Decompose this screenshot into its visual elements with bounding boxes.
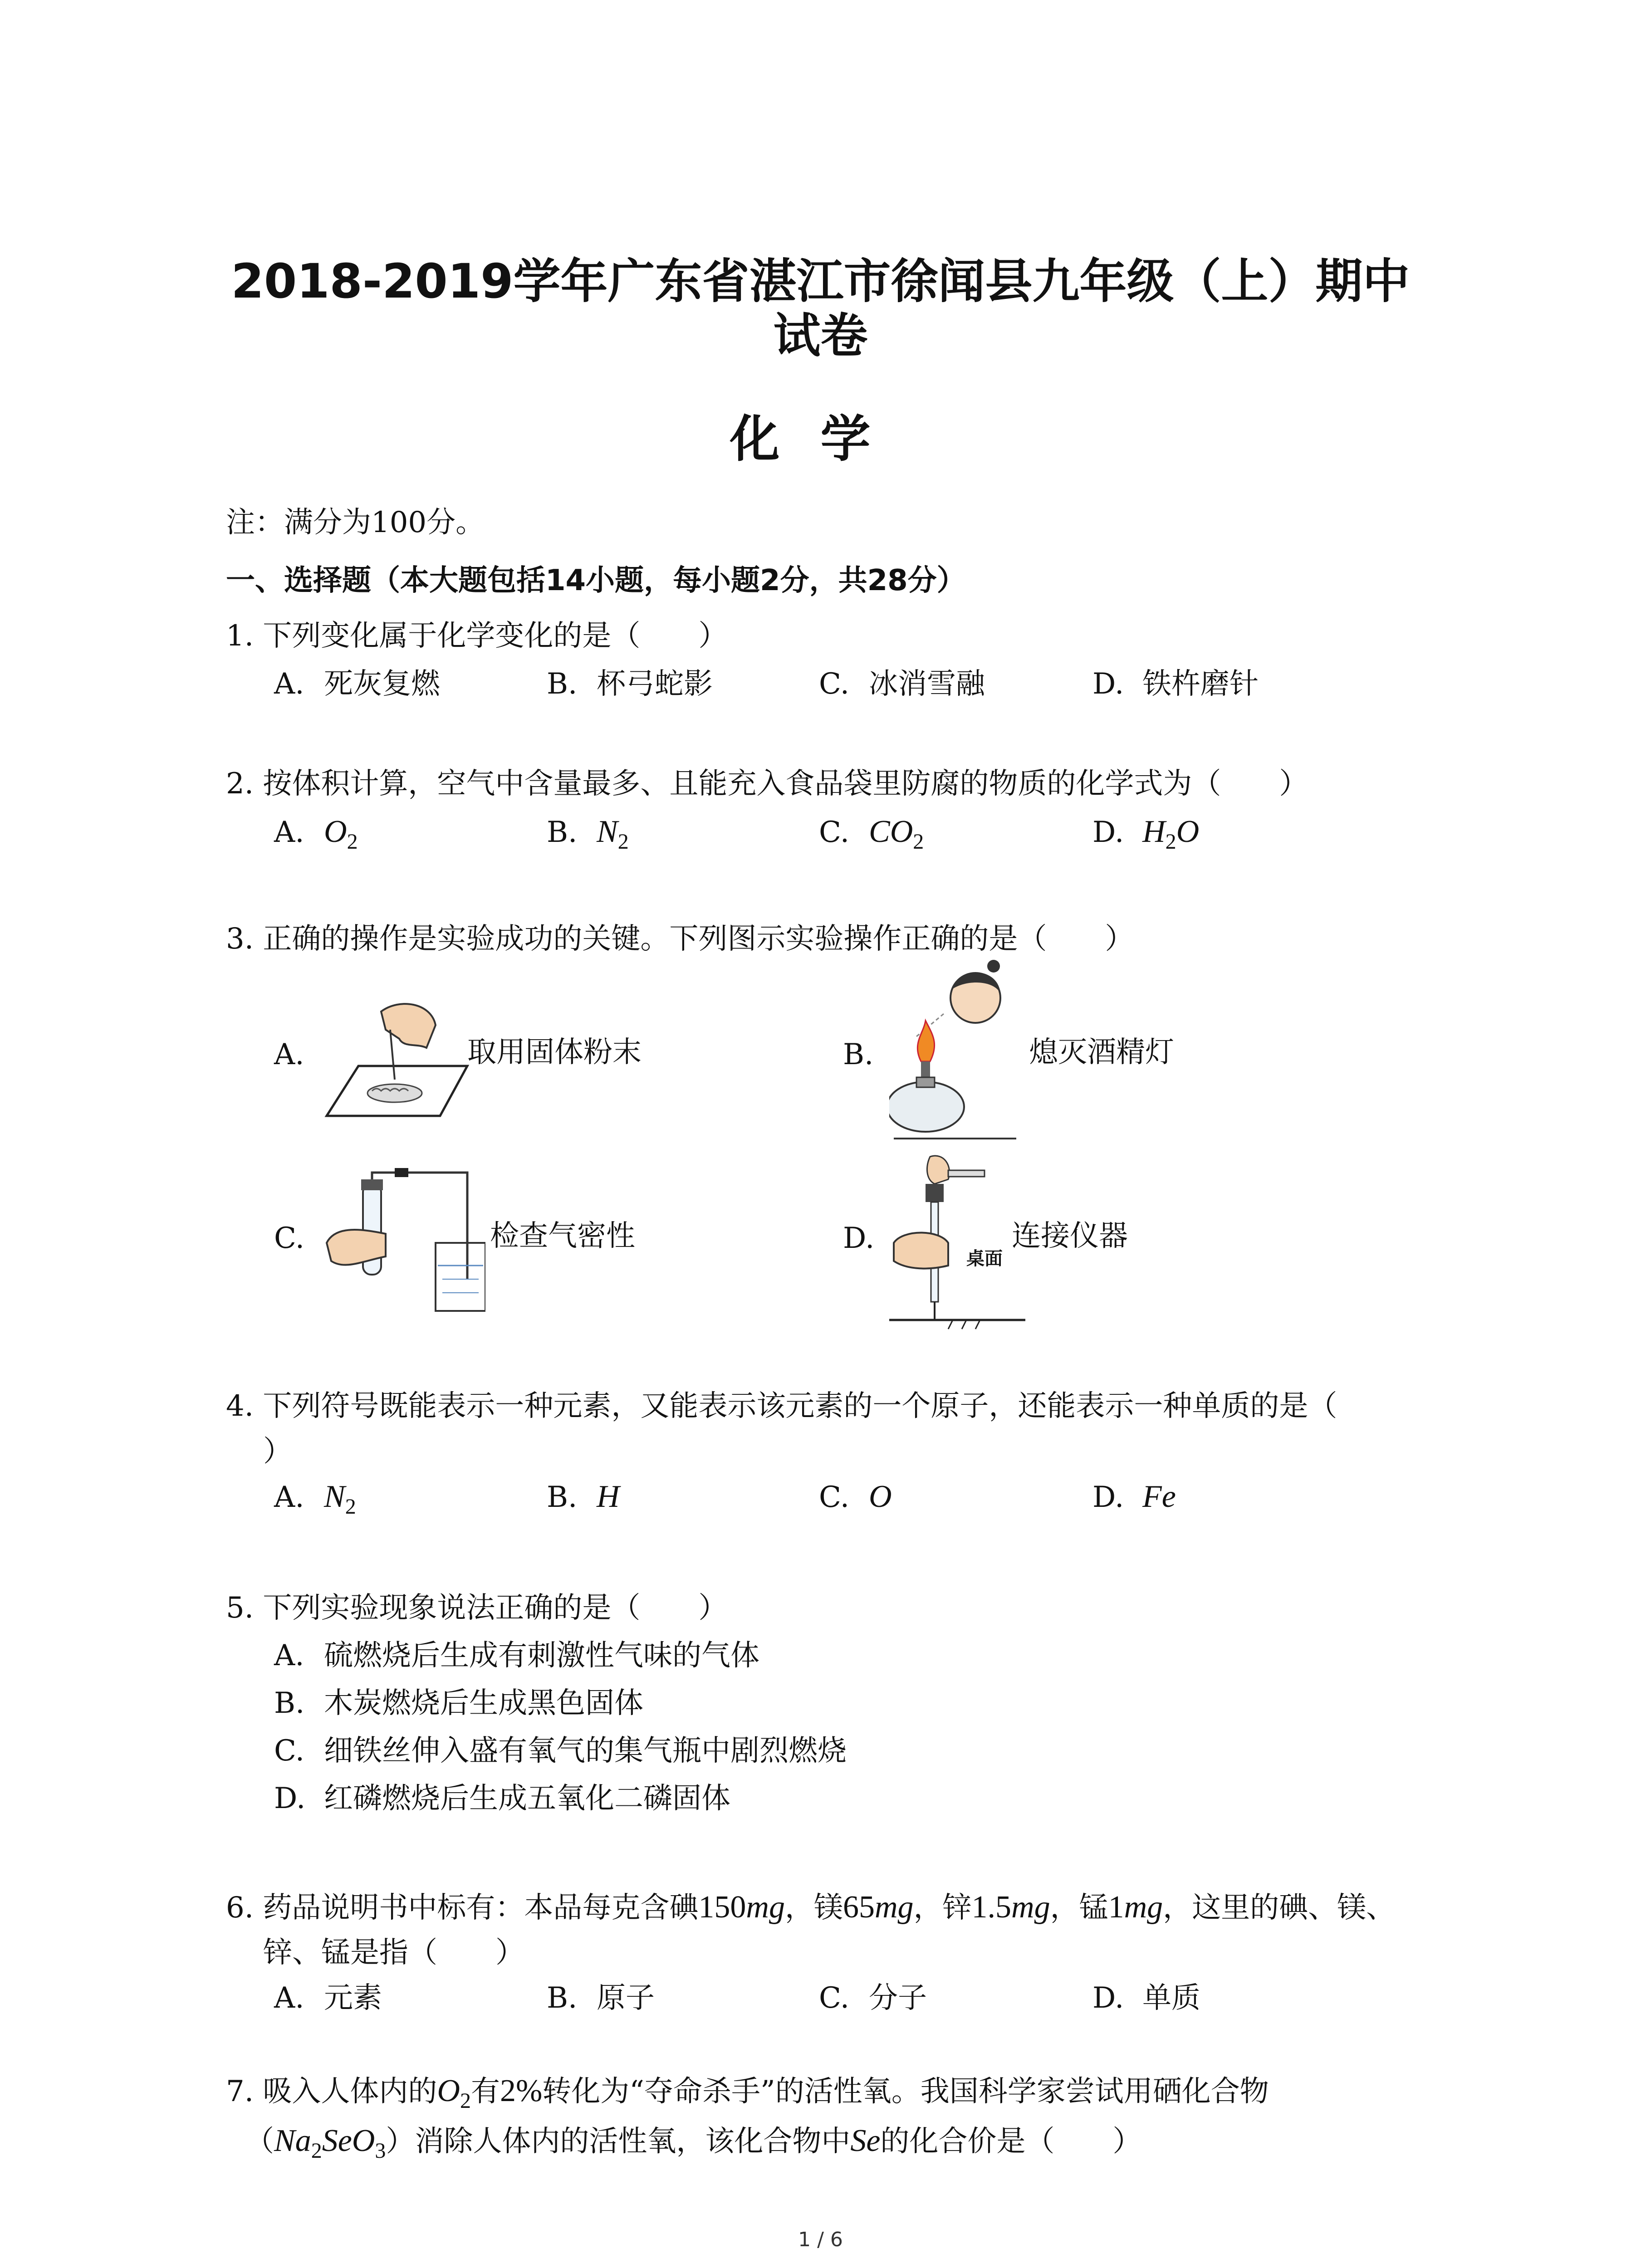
stem-text: ，锰 <box>1050 1891 1108 1925</box>
formula-main: N <box>324 1479 345 1514</box>
stem-text: （ <box>245 2125 274 2158</box>
dose-number: 65 <box>843 1890 875 1925</box>
option-text: 单质 <box>1142 1981 1200 2015</box>
option-text: 细铁丝伸入盛有氧气的集气瓶中剧烈燃烧 <box>324 1734 847 1768</box>
percentage: 2% <box>500 2073 543 2108</box>
option-label: D. <box>1092 1981 1124 2015</box>
q1-option-a <box>274 666 440 702</box>
stem-text: ）消除人体内的活性氧，该化合物中 <box>386 2125 851 2158</box>
option-label: B. <box>547 667 578 701</box>
question-6-stem-line2: 锌、锰是指（ ） <box>263 1936 524 1970</box>
option-label: D. <box>1092 667 1124 701</box>
formula-main: O <box>869 1479 892 1514</box>
option-text: 分子 <box>869 1981 927 2015</box>
q2-option-a <box>274 814 358 860</box>
subject-title: 化学 <box>730 410 911 468</box>
option-label: B. <box>547 1481 578 1514</box>
page-number: 1 / 6 <box>798 2228 843 2251</box>
dose-number: 150 <box>698 1890 746 1925</box>
option-label: C. <box>274 1734 305 1768</box>
option-label: D. <box>1092 816 1124 849</box>
formula-main: Fe <box>1142 1479 1176 1514</box>
option-label: D. <box>1092 1481 1124 1514</box>
formula-main: O <box>437 2073 460 2108</box>
stem-text: 转化为“夺命杀手”的活性氧。我国科学家尝试用硒化合物 <box>542 2075 1269 2108</box>
stem-text: 的化合价是（ ） <box>880 2125 1142 2158</box>
alcohol-lamp-figure <box>889 957 1025 1157</box>
option-label: D. <box>274 1782 306 1815</box>
formula-main: O <box>324 814 347 849</box>
option-text: 冰消雪融 <box>869 667 985 701</box>
option-label: A. <box>274 816 304 849</box>
option-text: 红磷燃烧后生成五氧化二磷固体 <box>324 1782 730 1815</box>
question-7-stem-line1 <box>226 2073 1269 2119</box>
airtightness-check-figure <box>318 1166 485 1315</box>
stem-text: 7. 吸入人体内的 <box>226 2075 437 2108</box>
option-label: C. <box>819 667 850 701</box>
question-2-stem: 2. 按体积计算，空气中含量最多、且能充入食品袋里防腐的物质的化学式为（ ） <box>226 767 1308 801</box>
formula-main: CO <box>869 814 913 849</box>
formula-subscript: 2 <box>913 830 924 854</box>
formula-subscript: 2 <box>345 1495 356 1519</box>
stem-text: ，锌 <box>913 1891 972 1925</box>
stem-text: 有 <box>470 2075 500 2108</box>
formula-subscript: 2 <box>311 2139 322 2163</box>
section-heading: 一、选择题（本大题包括14小题，每小题2分，共28分） <box>226 564 966 597</box>
formula-subscript: 2 <box>1165 830 1176 854</box>
stem-text: 6. 药品说明书中标有：本品每克含碘 <box>226 1891 699 1925</box>
formula <box>1142 814 1200 854</box>
dose-number: 1.5 <box>971 1890 1012 1925</box>
option-text: 死灰复燃 <box>324 667 440 701</box>
formula-main: H <box>597 1479 620 1514</box>
q3-option-d-label: D. <box>843 1222 875 1255</box>
q4-option-b <box>547 1479 620 1525</box>
element-symbol: Se <box>850 2123 881 2158</box>
q1-option-b <box>547 666 713 702</box>
formula-tail: O <box>1176 814 1200 849</box>
q4-option-a <box>274 1479 356 1525</box>
option-label: C. <box>819 1481 850 1514</box>
q3-option-c-text: 检查气密性 <box>490 1219 635 1253</box>
stem-text: ，这里的碘、镁、 <box>1163 1891 1396 1925</box>
option-label: C. <box>819 816 850 849</box>
formula-subscript: 2 <box>347 830 358 854</box>
connecting-instruments-figure <box>889 1152 1025 1334</box>
question-3-stem: 3. 正确的操作是实验成功的关键。下列图示实验操作正确的是（ ） <box>226 922 1134 956</box>
option-text: 原子 <box>597 1981 655 2015</box>
option-text: 硫燃烧后生成有刺激性气味的气体 <box>324 1639 759 1672</box>
q3-option-a-label: A. <box>274 1038 304 1071</box>
formula-subscript: 2 <box>617 830 629 854</box>
formula-main: N <box>597 814 618 849</box>
question-4-stem-line2: ） <box>263 1435 292 1468</box>
formula <box>597 814 629 854</box>
q4-option-c <box>819 1479 892 1525</box>
q6-option-b <box>547 1980 655 2016</box>
q2-option-b <box>547 814 629 860</box>
q6-option-c <box>819 1980 927 2016</box>
option-label: B. <box>547 1981 578 2015</box>
q5-option-a <box>274 1637 759 1674</box>
powder-taking-figure <box>318 993 472 1125</box>
option-text: 元素 <box>324 1981 382 2015</box>
q3-option-c-label: C. <box>274 1222 305 1255</box>
formula <box>324 814 358 854</box>
option-text: 铁杵磨针 <box>1142 667 1259 701</box>
dose-number: 1 <box>1108 1890 1124 1925</box>
option-text: 木炭燃烧后生成黑色固体 <box>324 1686 643 1720</box>
option-text: 杯弓蛇影 <box>597 667 713 701</box>
dose-unit: mg <box>1124 1890 1163 1925</box>
q2-option-d <box>1092 814 1199 860</box>
question-5-stem: 5. 下列实验现象说法正确的是（ ） <box>226 1591 728 1625</box>
option-label: A. <box>274 667 304 701</box>
option-label: A. <box>274 1481 304 1514</box>
q6-option-d <box>1092 1980 1200 2016</box>
formula <box>1142 1479 1176 1514</box>
formula-main: H <box>1142 814 1166 849</box>
exam-title-line2: 试卷 <box>773 308 868 363</box>
q3-option-a-text: 取用固体粉末 <box>467 1036 642 1069</box>
formula-subscript: 2 <box>460 2089 471 2113</box>
option-label: A. <box>274 1639 304 1672</box>
formula-main: Na <box>274 2123 311 2158</box>
q1-option-c <box>819 666 985 702</box>
stem-text: ，镁 <box>784 1891 843 1925</box>
dose-unit: mg <box>874 1890 914 1925</box>
formula-main: SeO <box>322 2123 375 2158</box>
formula <box>437 2073 471 2113</box>
dose-unit: mg <box>1011 1890 1050 1925</box>
formula <box>869 814 924 854</box>
q2-option-c <box>819 814 924 860</box>
formula <box>597 1479 620 1514</box>
option-label: B. <box>274 1686 305 1720</box>
q6-option-a <box>274 1980 382 2016</box>
question-6-stem-line1 <box>226 1889 1395 1926</box>
option-label: A. <box>274 1981 304 2015</box>
dose-unit: mg <box>746 1890 785 1925</box>
score-note: 注：满分为100分。 <box>226 506 485 539</box>
question-4-stem-line1: 4. 下列符号既能表示一种元素，又能表示该元素的一个原子，还能表示一种单质的是（ <box>226 1389 1337 1423</box>
q5-option-b <box>274 1685 643 1721</box>
q1-option-d <box>1092 666 1259 702</box>
q3-option-b-text: 熄灭酒精灯 <box>1029 1036 1174 1069</box>
desk-label: 桌面 <box>966 1248 1003 1269</box>
formula <box>869 1479 892 1514</box>
question-7-stem-line2 <box>245 2123 1141 2169</box>
q3-option-d-text: 连接仪器 <box>1012 1219 1128 1253</box>
formula-subscript: 3 <box>375 2139 386 2163</box>
q3-option-b-label: B. <box>843 1038 874 1071</box>
exam-title-line1: 2018-2019学年广东省湛江市徐闻县九年级（上）期中 <box>231 254 1410 309</box>
formula <box>274 2123 386 2163</box>
formula <box>324 1479 356 1519</box>
question-1-stem: 1. 下列变化属于化学变化的是（ ） <box>226 619 728 653</box>
q5-option-c <box>274 1733 847 1769</box>
q4-option-d <box>1092 1479 1176 1525</box>
q5-option-d <box>274 1780 730 1817</box>
option-label: C. <box>819 1981 850 2015</box>
option-label: B. <box>547 816 578 849</box>
